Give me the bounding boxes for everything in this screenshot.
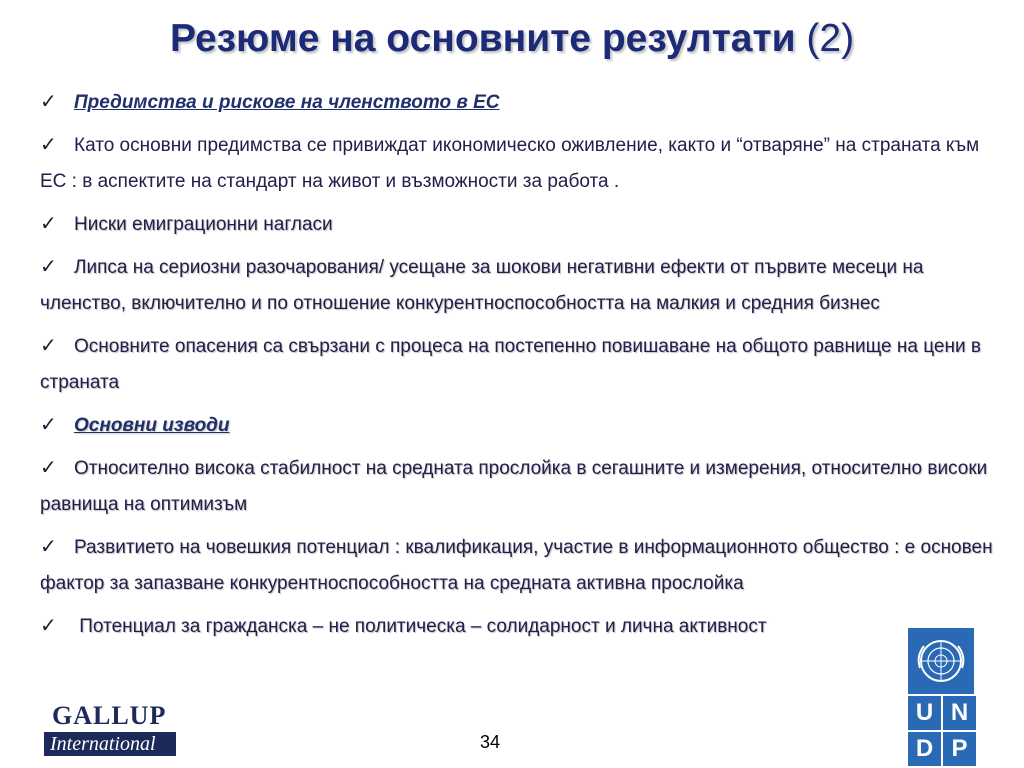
bullet-item xyxy=(40,249,1002,322)
bullet-text: Потенциал за гражданска – не политическа – солидарност и лична активност xyxy=(74,616,767,637)
checkmark-icon: ✓ xyxy=(40,536,57,558)
un-emblem-icon xyxy=(908,628,974,694)
checkmark-icon: ✓ xyxy=(40,457,57,479)
checkmark-icon: ✓ xyxy=(40,91,57,113)
bullet-text: Като основни предимства се привиждат икономическо оживление, както и “отваряне” на страната към ЕС : в аспектите на стандарт на живот и възможности за работа . xyxy=(40,135,980,192)
checkmark-icon: ✓ xyxy=(40,213,57,235)
bullet-text: Основните опасения са свързани с процеса на постепенно повишаване на общото равнище на цени в страната xyxy=(40,336,981,393)
undp-letter-n: N xyxy=(943,696,976,730)
gallup-logo-bottom: International xyxy=(44,732,176,756)
checkmark-icon: ✓ xyxy=(40,134,57,156)
title-suffix: (2) xyxy=(795,17,855,60)
section-heading xyxy=(40,407,1002,444)
section-heading xyxy=(40,84,1002,121)
bullet-item xyxy=(40,450,1002,523)
checkmark-icon: ✓ xyxy=(40,615,57,637)
checkmark-icon: ✓ xyxy=(40,414,57,436)
bullet-item xyxy=(40,328,1002,401)
slide-title xyxy=(0,12,1024,66)
checkmark-icon: ✓ xyxy=(40,335,57,357)
page-number: 34 xyxy=(479,732,501,752)
bullet-list xyxy=(40,84,1002,645)
bullet-item xyxy=(40,529,1002,602)
checkmark-icon: ✓ xyxy=(40,256,57,278)
undp-letter-p: P xyxy=(943,732,976,766)
gallup-logo xyxy=(44,702,176,756)
section-heading-text: Предимства и рискове на членството в ЕС xyxy=(74,92,500,113)
bullet-text: Относително висока стабилност на средната прослойка в сегашните и измерения, относително високи равнища на оптимизъм xyxy=(40,458,988,515)
gallup-logo-top: GALLUP xyxy=(52,701,167,730)
bullet-text: Ниски емиграционни нагласи xyxy=(74,214,333,235)
undp-letter-d: D xyxy=(908,732,941,766)
bullet-item xyxy=(40,608,1002,645)
bullet-item xyxy=(40,206,1002,243)
title-main: Резюме на основните резултати xyxy=(169,17,796,60)
bullet-text: Развитието на човешкия потенциал : квалификация, участие в информационното общество : е основен фактор за запазване конкурентноспособността на средната активна прослойка xyxy=(40,537,993,594)
bullet-text: Липса на сериозни разочарования/ усещане за шокови негативни ефекти от първите месеци на членство, включително и по отношение конкурентноспособността на малкия и средния бизнес xyxy=(40,257,924,314)
undp-logo xyxy=(908,628,974,766)
section-heading-text: Основни изводи xyxy=(74,415,230,436)
undp-letter-u: U xyxy=(908,696,941,730)
bullet-item xyxy=(40,127,1002,200)
